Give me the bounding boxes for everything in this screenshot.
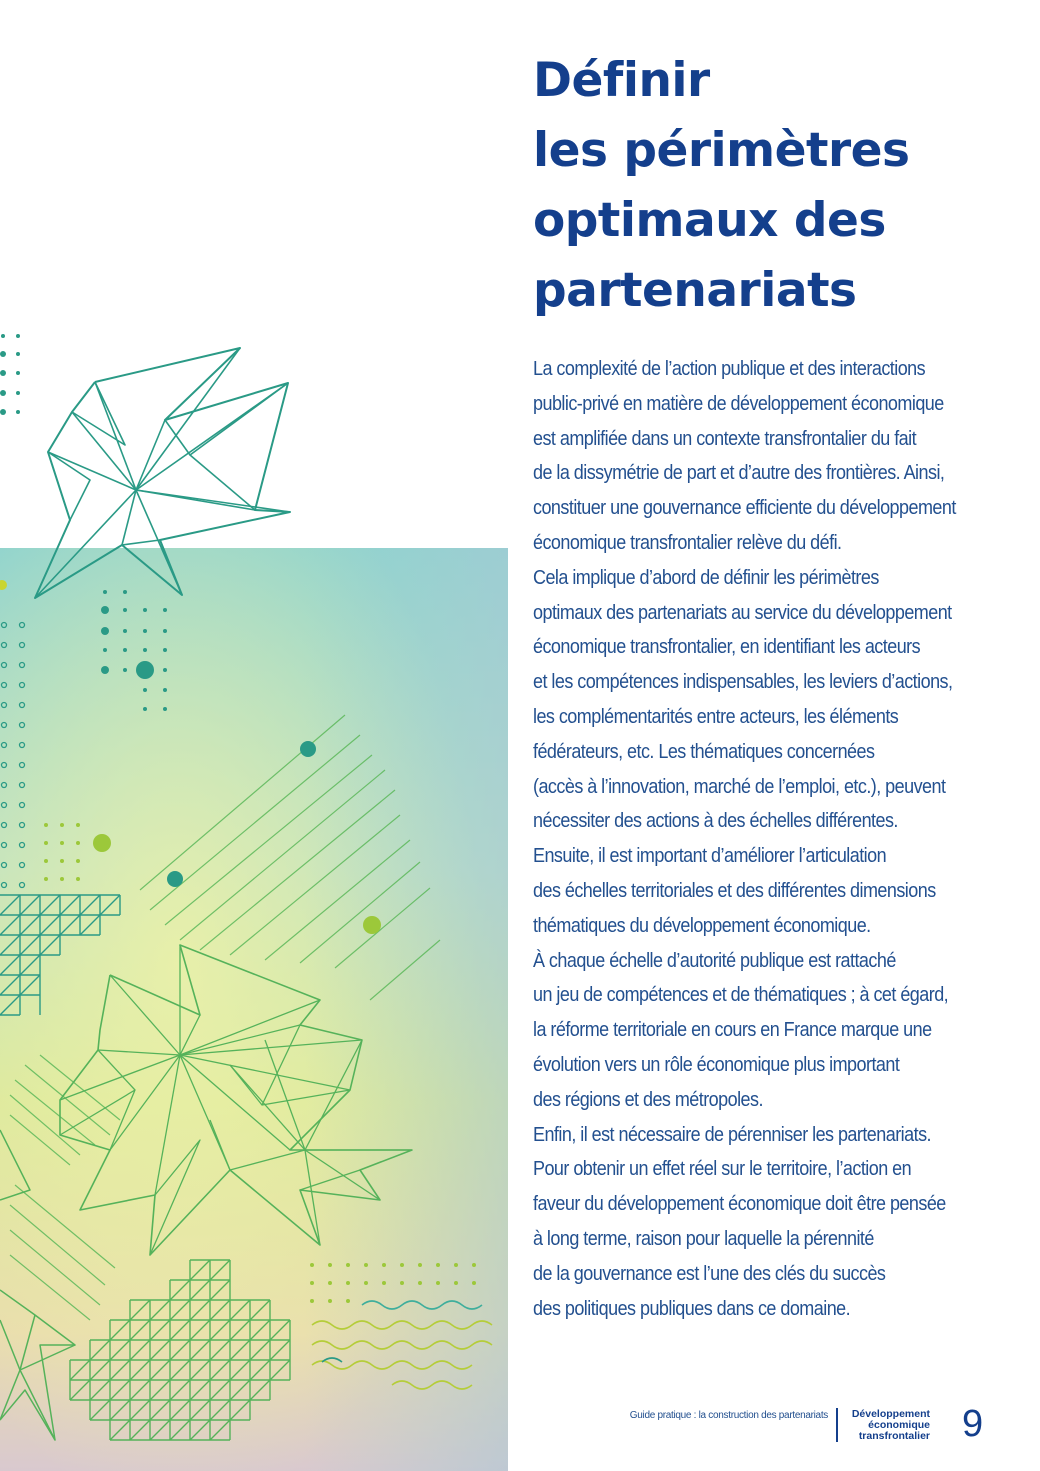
title-line: les périmètres <box>533 123 910 178</box>
footer-caption: Guide pratique : la construction des partenariats <box>629 1410 828 1421</box>
body-line: des politiques publiques dans ce domaine. <box>533 1297 851 1320</box>
body-line: thématiques du développement économique. <box>533 914 871 937</box>
brand-logo-text <box>852 1409 930 1442</box>
accent-dot <box>93 834 111 852</box>
body-line: Ensuite, il est important d’améliorer l’articulation <box>533 845 887 868</box>
body-line: nécessiter des actions à des échelles différentes. <box>533 810 898 833</box>
page-number: 9 <box>962 1403 984 1445</box>
brand-line: Développement <box>851 1408 930 1420</box>
brand-line: transfrontalier <box>858 1430 930 1442</box>
body-line: évolution vers un rôle économique plus important <box>533 1053 900 1076</box>
body-line: les complémentarités entre acteurs, les éléments <box>533 705 899 728</box>
body-line: constituer une gouvernance efficiente du développement <box>533 497 956 520</box>
dot-pattern-top <box>0 334 20 415</box>
body-line: public-privé en matière de développement économique <box>533 392 944 415</box>
body-line: et les compétences indispensables, les leviers d’actions, <box>533 671 953 694</box>
body-line: à long terme, raison pour laquelle la pérennité <box>533 1227 874 1250</box>
title-line: Définir <box>533 53 710 108</box>
body-line: Pour obtenir un effet réel sur le territoire, l’action en <box>533 1158 912 1181</box>
body-line: la réforme territoriale en cours en France marque une <box>533 1019 932 1042</box>
body-line: de la dissymétrie de part et d’autre des frontières. Ainsi, <box>533 462 945 485</box>
brand-line: économique <box>868 1419 930 1431</box>
title-line: partenariats <box>533 263 857 318</box>
body-line: est amplifiée dans un contexte transfrontalier du fait <box>533 427 917 450</box>
body-line: faveur du développement économique doit être pensée <box>533 1193 946 1216</box>
body-line: fédérateurs, etc. Les thématiques concernées <box>533 740 875 763</box>
body-line: (accès à l’innovation, marché de l’emploi, etc.), peuvent <box>533 775 946 798</box>
accent-dot <box>363 916 381 934</box>
title-line: optimaux des <box>533 193 886 248</box>
footer-divider <box>836 1408 838 1442</box>
body-line: économique transfrontalier relève du défi. <box>533 531 842 554</box>
page-title <box>533 46 1013 326</box>
body-line: économique transfrontalier, en identifiant les acteurs <box>533 636 921 659</box>
body-line: La complexité de l’action publique et des interactions <box>533 358 926 380</box>
body-line: de la gouvernance est l’une des clés du succès <box>533 1262 886 1285</box>
body-line: Cela implique d’abord de définir les périmètres <box>533 566 879 589</box>
accent-dot <box>167 871 183 887</box>
body-line: un jeu de compétences et de thématiques ; à cet égard, <box>533 984 949 1007</box>
body-line: Enfin, il est nécessaire de pérenniser les partenariats. <box>533 1123 931 1146</box>
body-line: optimaux des partenariats au service du développement <box>533 601 952 624</box>
body-line: À chaque échelle d’autorité publique est rattaché <box>533 949 896 972</box>
body-line: des échelles territoriales et des différentes dimensions <box>533 879 936 902</box>
body-paragraph <box>533 352 965 1326</box>
body-line: des régions et des métropoles. <box>533 1088 763 1111</box>
accent-dot <box>300 741 316 757</box>
